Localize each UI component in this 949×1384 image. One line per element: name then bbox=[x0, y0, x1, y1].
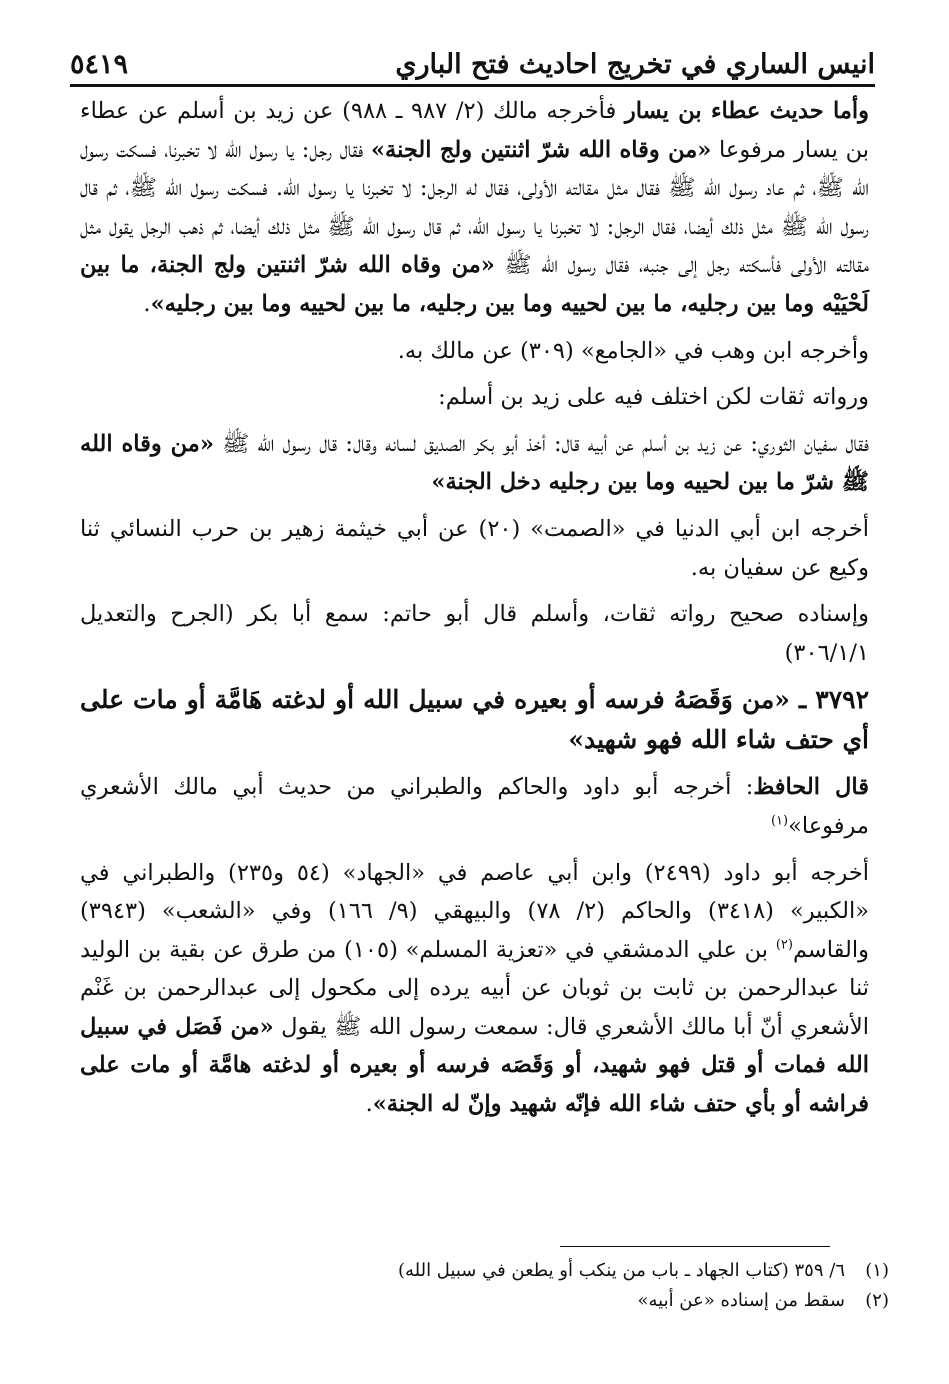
text-run: فأخرجه مالك (٢/ ٩٨٧ ـ ٩٨٨) عن زيد بن أسلم عن عطاء بن يسار مرفوعا bbox=[80, 98, 869, 163]
footnote bbox=[80, 1256, 889, 1286]
paragraph bbox=[80, 768, 869, 845]
text-run: . bbox=[143, 290, 151, 317]
footnotes bbox=[80, 1256, 889, 1316]
hadith-quote: «من وقاه الله شرّ اثنتين ولج الجنة، ما بين لَحْيَيْه وما بين رجليه، ما بين لحييه وما بين رجليه، ما بين لحييه وما بين رجليه» bbox=[80, 252, 869, 317]
footnote bbox=[80, 1286, 889, 1316]
footnote-ref[interactable]: (١) bbox=[770, 813, 789, 829]
paragraph bbox=[80, 92, 869, 324]
text-run: فقال رجل: يا رسول الله لا تخبرنا، فسكت رسول الله ﷺ، ثم عاد رسول الله ﷺ فقال مثل مقالته الأولى، فقال له الرجل: لا تخبرنا يا رسول الله. فسكت رسول الله ﷺ، ثم قال رسول الله ﷺ مثل ذلك أيضا، فقال الرجل: لا تخبرنا يا رسول الله، ثم قال رسول الله ﷺ مثل ذلك أيضا، ثم ذهب الرجل يقول مثل مقالته الأولى فأسكته رجل إلى جنبه، فقال رسول الله ﷺ bbox=[80, 136, 869, 279]
footnote-rule bbox=[560, 1246, 830, 1247]
hadith-quote: «من وقاه الله ﷺ شرّ ما بين لحييه وما بين رجليه دخل الجنة» bbox=[80, 430, 869, 496]
bold-lead: وأما حديث عطاء بن يسار bbox=[624, 98, 869, 124]
paragraph bbox=[80, 854, 869, 1124]
paragraph: وأخرجه ابن وهب في «الجامع» (٣٠٩) عن مالك به. bbox=[397, 337, 869, 364]
paragraph: وإسناده صحيح رواته ثقات، وأسلم قال أبو حاتم: سمع أبا بكر (الجرح والتعديل ٣٠٦/١/١) bbox=[80, 601, 869, 666]
hadith-quote: «من وقاه الله شرّ اثنتين ولج الجنة» bbox=[370, 136, 712, 163]
page-number: ٥٤١٩ bbox=[70, 49, 129, 80]
book-title: انيس الساري في تخريج احاديث فتح الباري bbox=[395, 49, 875, 80]
bold-lead: قال الحافظ bbox=[753, 774, 869, 801]
footnote-number: (١) bbox=[865, 1260, 889, 1281]
paragraph bbox=[80, 425, 869, 502]
text-run: أخرجه أبو داود (٢٤٩٩) وابن أبي عاصم في «الجهاد» (٥٤ و٢٣٥) والطبراني في «الكبير» (٣٤١٨) والحاكم (٢/ ٧٨) والبيهقي (٩/ ١٦٦) وفي «الشعب» (٣٩٤٣) والقاسم bbox=[80, 859, 870, 963]
text-run: بن علي الدمشقي في «تعزية المسلم» (١٠٥) من طرق عن بقية بن الوليد ثنا عبدالرحمن بن ثابت بن ثوبان عن أبيه يرده إلى مكحول إلى عبدالرحمن بن غَنْم الأشعري أنّ أبا مالك الأشعري قال: سمعت رسول الله ﷺ يقول bbox=[80, 936, 870, 1040]
text-run: . bbox=[365, 1091, 373, 1118]
main-text bbox=[80, 92, 869, 1132]
footnote-ref[interactable]: (٢) bbox=[775, 937, 793, 953]
footnote-number: (٢) bbox=[865, 1290, 889, 1311]
hadith-heading: ٣٧٩٢ ـ «من وَقَصَهُ فرسه أو بعيره في سبيل الله أو لدغته هَامَّة أو مات على أي حتف شاء الله فهو شهيد» bbox=[80, 685, 869, 755]
paragraph: أخرجه ابن أبي الدنيا في «الصمت» (٢٠) عن أبي خيثمة زهير بن حرب النسائي ثنا وكيع عن سفيان به. bbox=[80, 515, 870, 581]
text-run: فقال سفيان الثوري: عن زيد بن أسلم عن أبيه قال: أخذ أبو بكر الصديق لسانه وقال: قال رسول الله ﷺ bbox=[213, 430, 869, 457]
footnote-text: سقط من إسناده «عن أبيه» bbox=[637, 1290, 845, 1311]
header-rule bbox=[70, 84, 875, 87]
paragraph: ورواته ثقات لكن اختلف فيه على زيد بن أسلم: bbox=[438, 384, 869, 411]
footnote-text: ٦/ ٣٥٩ (كتاب الجهاد ـ باب من ينكب أو يطعن في سبيل الله) bbox=[397, 1260, 845, 1281]
text-run: : أخرجه أبو داود والحاكم والطبراني من حديث أبي مالك الأشعري مرفوعا» bbox=[80, 774, 869, 839]
running-header bbox=[70, 32, 875, 80]
hadith-quote: «من فَصَل في سبيل الله فمات أو قتل فهو شهيد، أو وَقَصَه فرسه أو بعيره أو لدغته هامَّة أو مات على فراشه أو بأي حتف شاء الله فإنّه شهيد وإنّ له الجنة» bbox=[80, 1013, 869, 1118]
